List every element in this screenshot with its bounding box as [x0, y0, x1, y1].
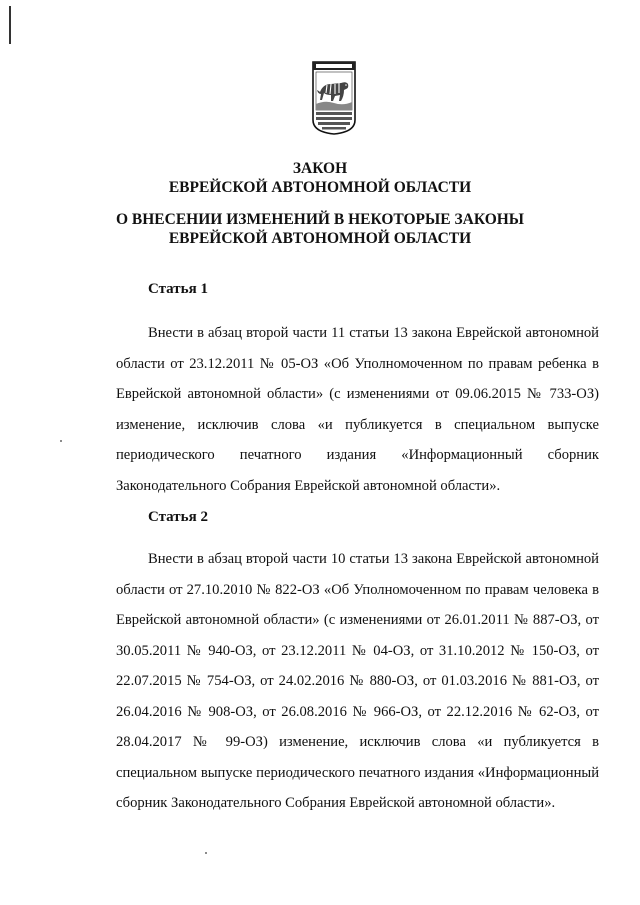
scan-speck	[60, 440, 62, 442]
scan-artifact-line	[9, 6, 11, 44]
law-title	[0, 159, 640, 197]
subtitle-line-1: О ВНЕСЕНИИ ИЗМЕНЕНИЙ В НЕКОТОРЫЕ ЗАКОНЫ	[115, 211, 525, 228]
article-2-text: Внести в абзац второй части 10 статьи 13 закона Еврейской автономной области от 27.10.2010 № 822-ОЗ «Об Уполномоченном по правам человека в Еврейской автономной области» (с изменениями от 26.01.2011 № 887-ОЗ, от 30.05.2011 № 940-ОЗ, от 23.12.2011 № 04-ОЗ, от 31.10.2012 № 150-ОЗ, от 22.07.2015 № 754-ОЗ, от 24.02.2016 № 880-ОЗ, от 01.03.2016 № 881-ОЗ, от 26.04.2016 № 908-ОЗ, от 26.08.2016 № 966-ОЗ, от 22.12.2016 № 62-ОЗ, от 28.04.2017 № 99-ОЗ) изменение, исключив слова «и публикуется в специальном выпуске периодического печатного издания «Информационный сборник Законодательного Собрания Еврейской автономной области».	[116, 551, 599, 811]
title-line-2: ЕВРЕЙСКОЙ АВТОНОМНОЙ ОБЛАСТИ	[168, 179, 472, 196]
article-1-text: Внести в абзац второй части 11 статьи 13 закона Еврейской автономной области от 23.12.2011 № 05-ОЗ «Об Уполномоченном по правам ребенка в Еврейской автономной области» (с изменениями от 09.06.2015 № 733-ОЗ) изменение, исключив слова «и публикуется в специальном выпуске периодического печатного издания «Информационный сборник Законодательного Собрания Еврейской автономной области».	[116, 325, 599, 494]
article-2-heading: Статья 2	[148, 509, 208, 525]
law-subtitle	[0, 210, 640, 248]
title-line-1: ЗАКОН	[292, 160, 348, 177]
coat-of-arms-tiger-icon	[311, 60, 357, 136]
subtitle-line-2: ЕВРЕЙСКОЙ АВТОНОМНОЙ ОБЛАСТИ	[168, 230, 472, 247]
article-1-heading: Статья 1	[148, 281, 208, 297]
scan-speck	[205, 852, 207, 854]
